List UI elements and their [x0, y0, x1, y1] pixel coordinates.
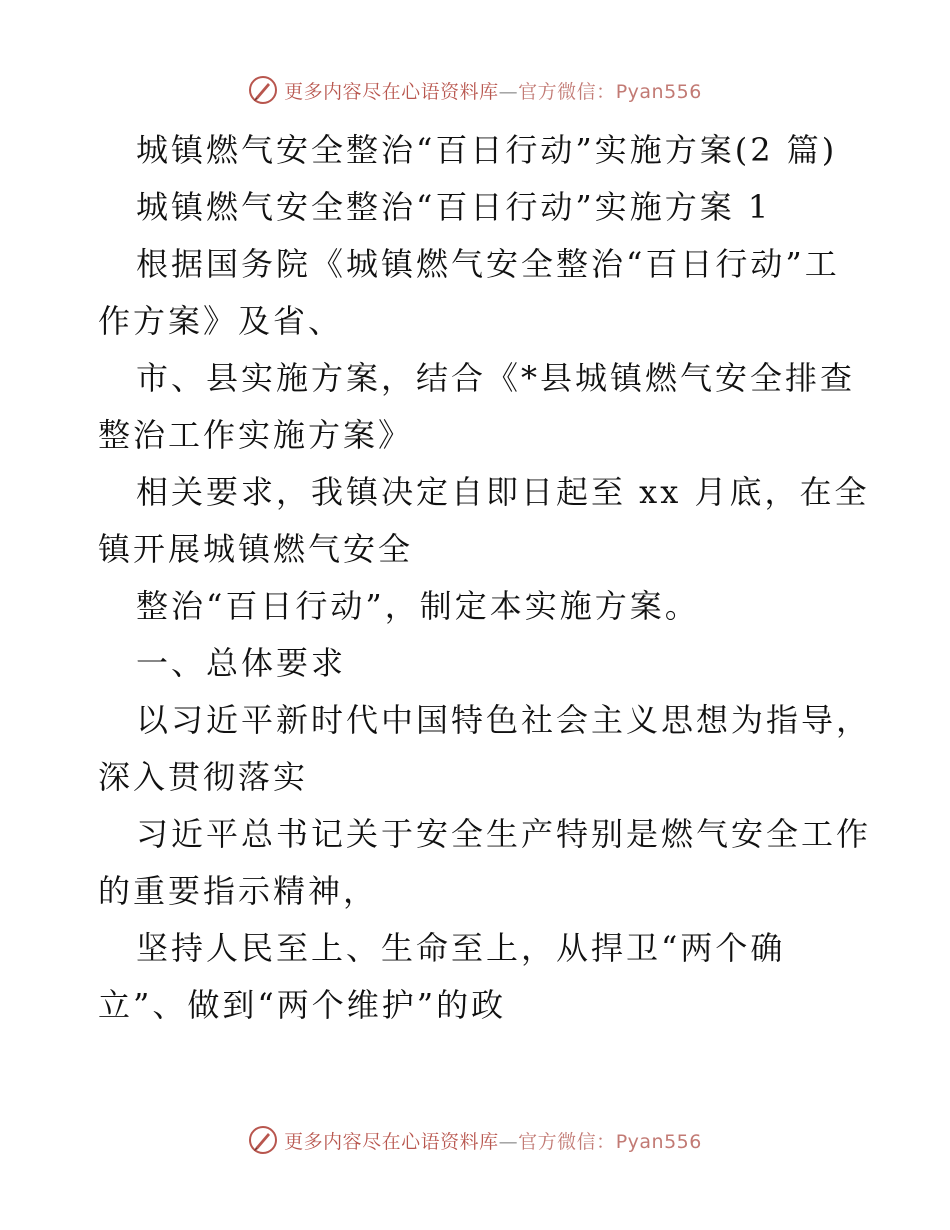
watermark-wechat-label: 官方微信：	[518, 80, 616, 103]
paragraph-line: 的重要指示精神，	[98, 872, 379, 910]
footer-watermark	[0, 1120, 950, 1160]
header-watermark	[0, 70, 950, 110]
watermark-main-text: 更多内容尽在心语资料库	[284, 80, 499, 103]
paragraph-line: 深入贯彻落实	[98, 758, 309, 796]
paragraph-line: 习近平总书记关于安全生产特别是燃气安全工作	[136, 815, 872, 853]
watermark-main-text: 更多内容尽在心语资料库	[284, 1130, 499, 1153]
paragraph-line: 市、县实施方案，结合《*县城镇燃气安全排查	[136, 359, 856, 397]
paragraph-line: 以习近平新时代中国特色社会主义思想为指导，	[136, 701, 872, 739]
paragraph-line: 一、总体要求	[136, 644, 347, 682]
paragraph-line: 立”、做到“两个维护”的政	[98, 986, 507, 1024]
feather-pen-logo-icon	[248, 75, 278, 105]
document-body	[98, 122, 872, 1034]
paragraph-line: 整治“百日行动”，制定本实施方案。	[136, 587, 700, 625]
paragraph-line: 镇开展城镇燃气安全	[98, 530, 414, 568]
paragraph-lines	[98, 236, 872, 1034]
watermark-separator: —	[498, 80, 519, 103]
document-subtitle: 城镇燃气安全整治“百日行动”实施方案 1	[136, 188, 772, 226]
watermark-wechat-id: Pyan556	[615, 1130, 702, 1153]
paragraph-line: 根据国务院《城镇燃气安全整治“百日行动”工	[136, 245, 840, 283]
paragraph-line: 整治工作实施方案》	[98, 416, 414, 454]
paragraph-line: 作方案》及省、	[98, 302, 344, 340]
feather-pen-logo-icon	[248, 1125, 278, 1155]
watermark-separator: —	[498, 1130, 519, 1153]
watermark-wechat-id: Pyan556	[615, 80, 702, 103]
paragraph-line: 相关要求，我镇决定自即日起至 xx 月底，在全	[136, 473, 870, 511]
paragraph-line: 坚持人民至上、生命至上，从捍卫“两个确	[136, 929, 786, 967]
watermark-wechat-label: 官方微信：	[518, 1130, 616, 1153]
document-title: 城镇燃气安全整治“百日行动”实施方案(2 篇)	[136, 131, 838, 169]
